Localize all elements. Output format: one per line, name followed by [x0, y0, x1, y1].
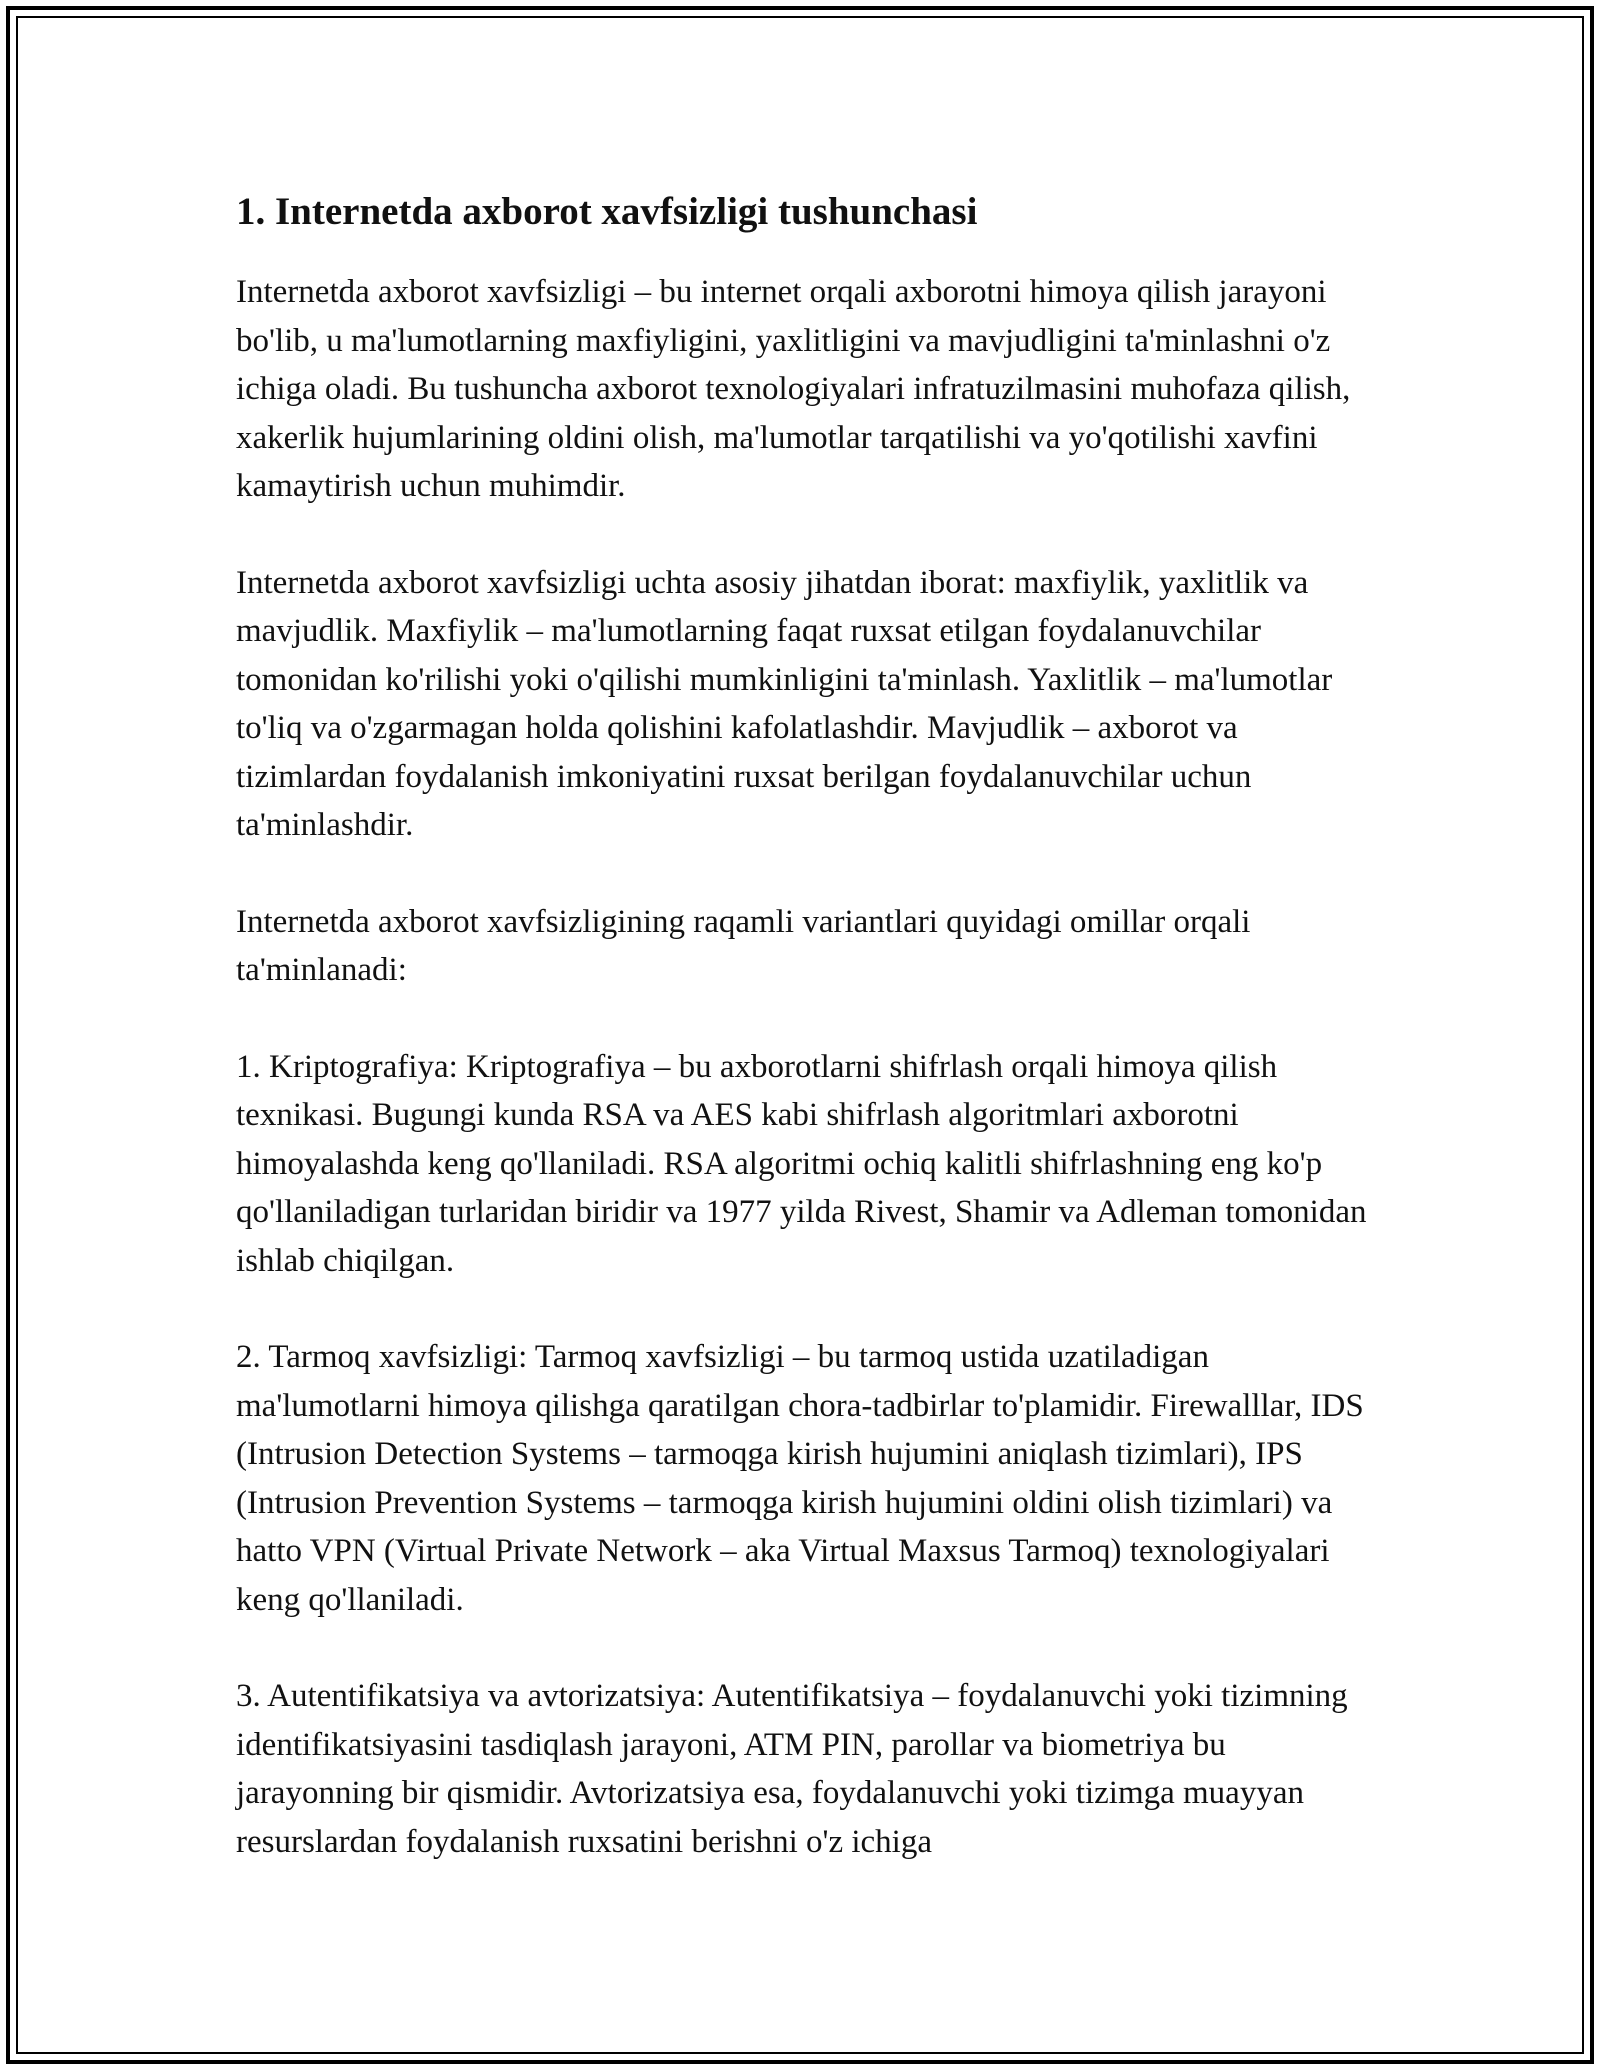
- section-heading: 1. Internetda axborot xavfsizligi tushunchasi: [236, 190, 978, 233]
- paragraph-authentication: 3. Autentifikatsiya va avtorizatsiya: Autentifikatsiya – foydalanuvchi yoki tizimning identifikatsiyasini tasdiqlash jarayoni, ATM PIN, parollar va biometriya bu jarayonning bir qismidir. Avtorizatsiya esa, foydalanuvchi yoki tizimga muayyan resurslardan foydalanish ruxsatini berishni o'z ichiga: [236, 1678, 1348, 1860]
- document-body: [236, 184, 1376, 1914]
- paragraph-three-aspects: Internetda axborot xavfsizligi uchta asosiy jihatdan iborat: maxfiylik, yaxlitlik va mavjudlik. Maxfiylik – ma'lumotlarning faqat ruxsat etilgan foydalanuvchilar tomonidan ko'rilishi yoki o'qilishi mumkinligini ta'minlash. Yaxlitlik – ma'lumotlar to'liq va o'zgarmagan holda qolishini kafolatlashdir. Mavjudlik – axborot va tizimlardan foydalanish imkoniyatini ruxsat berilgan foydalanuvchilar uchun ta'minlashdir.: [236, 564, 1333, 843]
- paragraph-intro: Internetda axborot xavfsizligi – bu internet orqali axborotni himoya qilish jarayoni bo'lib, u ma'lumotlarning maxfiyligini, yaxlitligini va mavjudligini ta'minlashni o'z ichiga oladi. Bu tushuncha axborot texnologiyalari infratuzilmasini muhofaza qilish, xakerlik hujumlarining oldini olish, ma'lumotlar tarqatilishi va yo'qotilishi xavfini kamaytirish uchun muhimdir.: [236, 274, 1351, 504]
- paragraph-network-security: 2. Tarmoq xavfsizligi: Tarmoq xavfsizligi – bu tarmoq ustida uzatiladigan ma'lumotlarni himoya qilishga qaratilgan chora-tadbirlar to'plamidir. Firewalllar, IDS (Intrusion Detection Systems – tarmoqga kirish hujumini aniqlash tizimlari), IPS (Intrusion Prevention Systems – tarmoqga kirish hujumini oldini olish tizimlari) va hatto VPN (Virtual Private Network – aka Virtual Maxsus Tarmoq) texnologiyalari keng qo'llaniladi.: [236, 1339, 1364, 1618]
- paragraph-factors-intro: Internetda axborot xavfsizligining raqamli variantlari quyidagi omillar orqali ta'minlanadi:: [236, 903, 1251, 988]
- paragraph-cryptography: 1. Kriptografiya: Kriptografiya – bu axborotlarni shifrlash orqali himoya qilish texnikasi. Bugungi kunda RSA va AES kabi shifrlash algoritmlari axborotni himoyalashda keng qo'llaniladi. RSA algoritmi ochiq kalitli shifrlashning eng ko'p qo'llaniladigan turlaridan biridir va 1977 yilda Rivest, Shamir va Adleman tomonidan ishlab chiqilgan.: [236, 1048, 1367, 1279]
